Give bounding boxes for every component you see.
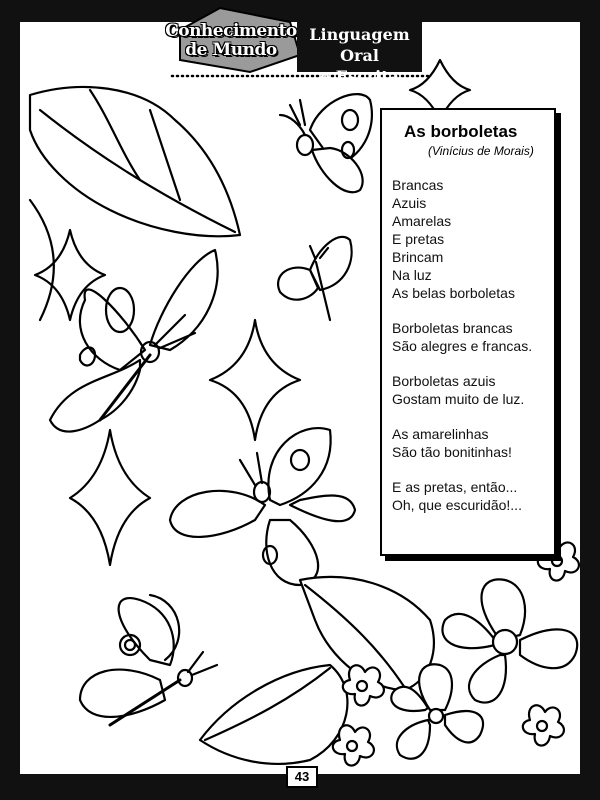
poem-author: (Vinícius de Morais) [428, 144, 534, 158]
poem-stanza [392, 319, 554, 355]
page-number: 43 [286, 766, 318, 788]
poem-stanza [392, 478, 554, 514]
poem-line: Brancas [392, 177, 444, 193]
poem-line: Gostam muito de luz. [392, 391, 525, 407]
leaf-bottom-center [200, 665, 347, 764]
poem-line: São tão bonitinhas! [392, 444, 512, 460]
poem-line: Brincam [392, 249, 444, 265]
poem-line: Azuis [392, 195, 427, 211]
section-left-line2: de Mundo [185, 40, 277, 60]
flower-large [442, 579, 577, 702]
poem-line: E as pretas, então... [392, 479, 518, 495]
poem-stanza [392, 176, 554, 302]
poem-line: Amarelas [392, 213, 452, 229]
poem-box [380, 108, 556, 556]
butterfly-top [280, 94, 372, 192]
butterfly-middle [170, 428, 355, 585]
butterfly-small [278, 237, 352, 320]
poem-line: As amarelinhas [392, 426, 489, 442]
poem-line: Borboletas azuis [392, 373, 496, 389]
poem-line: E pretas [392, 231, 445, 247]
sparkle-center [210, 320, 300, 440]
section-right-line1: Linguagem Oral [309, 25, 410, 65]
butterfly-left [50, 250, 218, 432]
section-label-linguagem [297, 22, 422, 86]
poem-line: São alegres e francas. [392, 338, 533, 354]
poem-stanzas [392, 176, 554, 514]
poem-stanza [392, 372, 554, 408]
poem-line: As belas borboletas [392, 285, 515, 301]
poem-line: Borboletas brancas [392, 320, 513, 336]
poem-line: Na luz [392, 267, 432, 283]
poem-title: As borboletas [404, 122, 518, 141]
poem-stanza [392, 425, 554, 461]
butterfly-bottom [80, 595, 217, 725]
section-left-line1: Conhecimento [165, 21, 297, 41]
poem-line: Oh, que escuridão!... [392, 497, 522, 513]
section-label-conhecimento [165, 22, 297, 60]
section-right-line2: e Escrita [320, 67, 399, 86]
sparkle-bottom-left [70, 430, 150, 565]
